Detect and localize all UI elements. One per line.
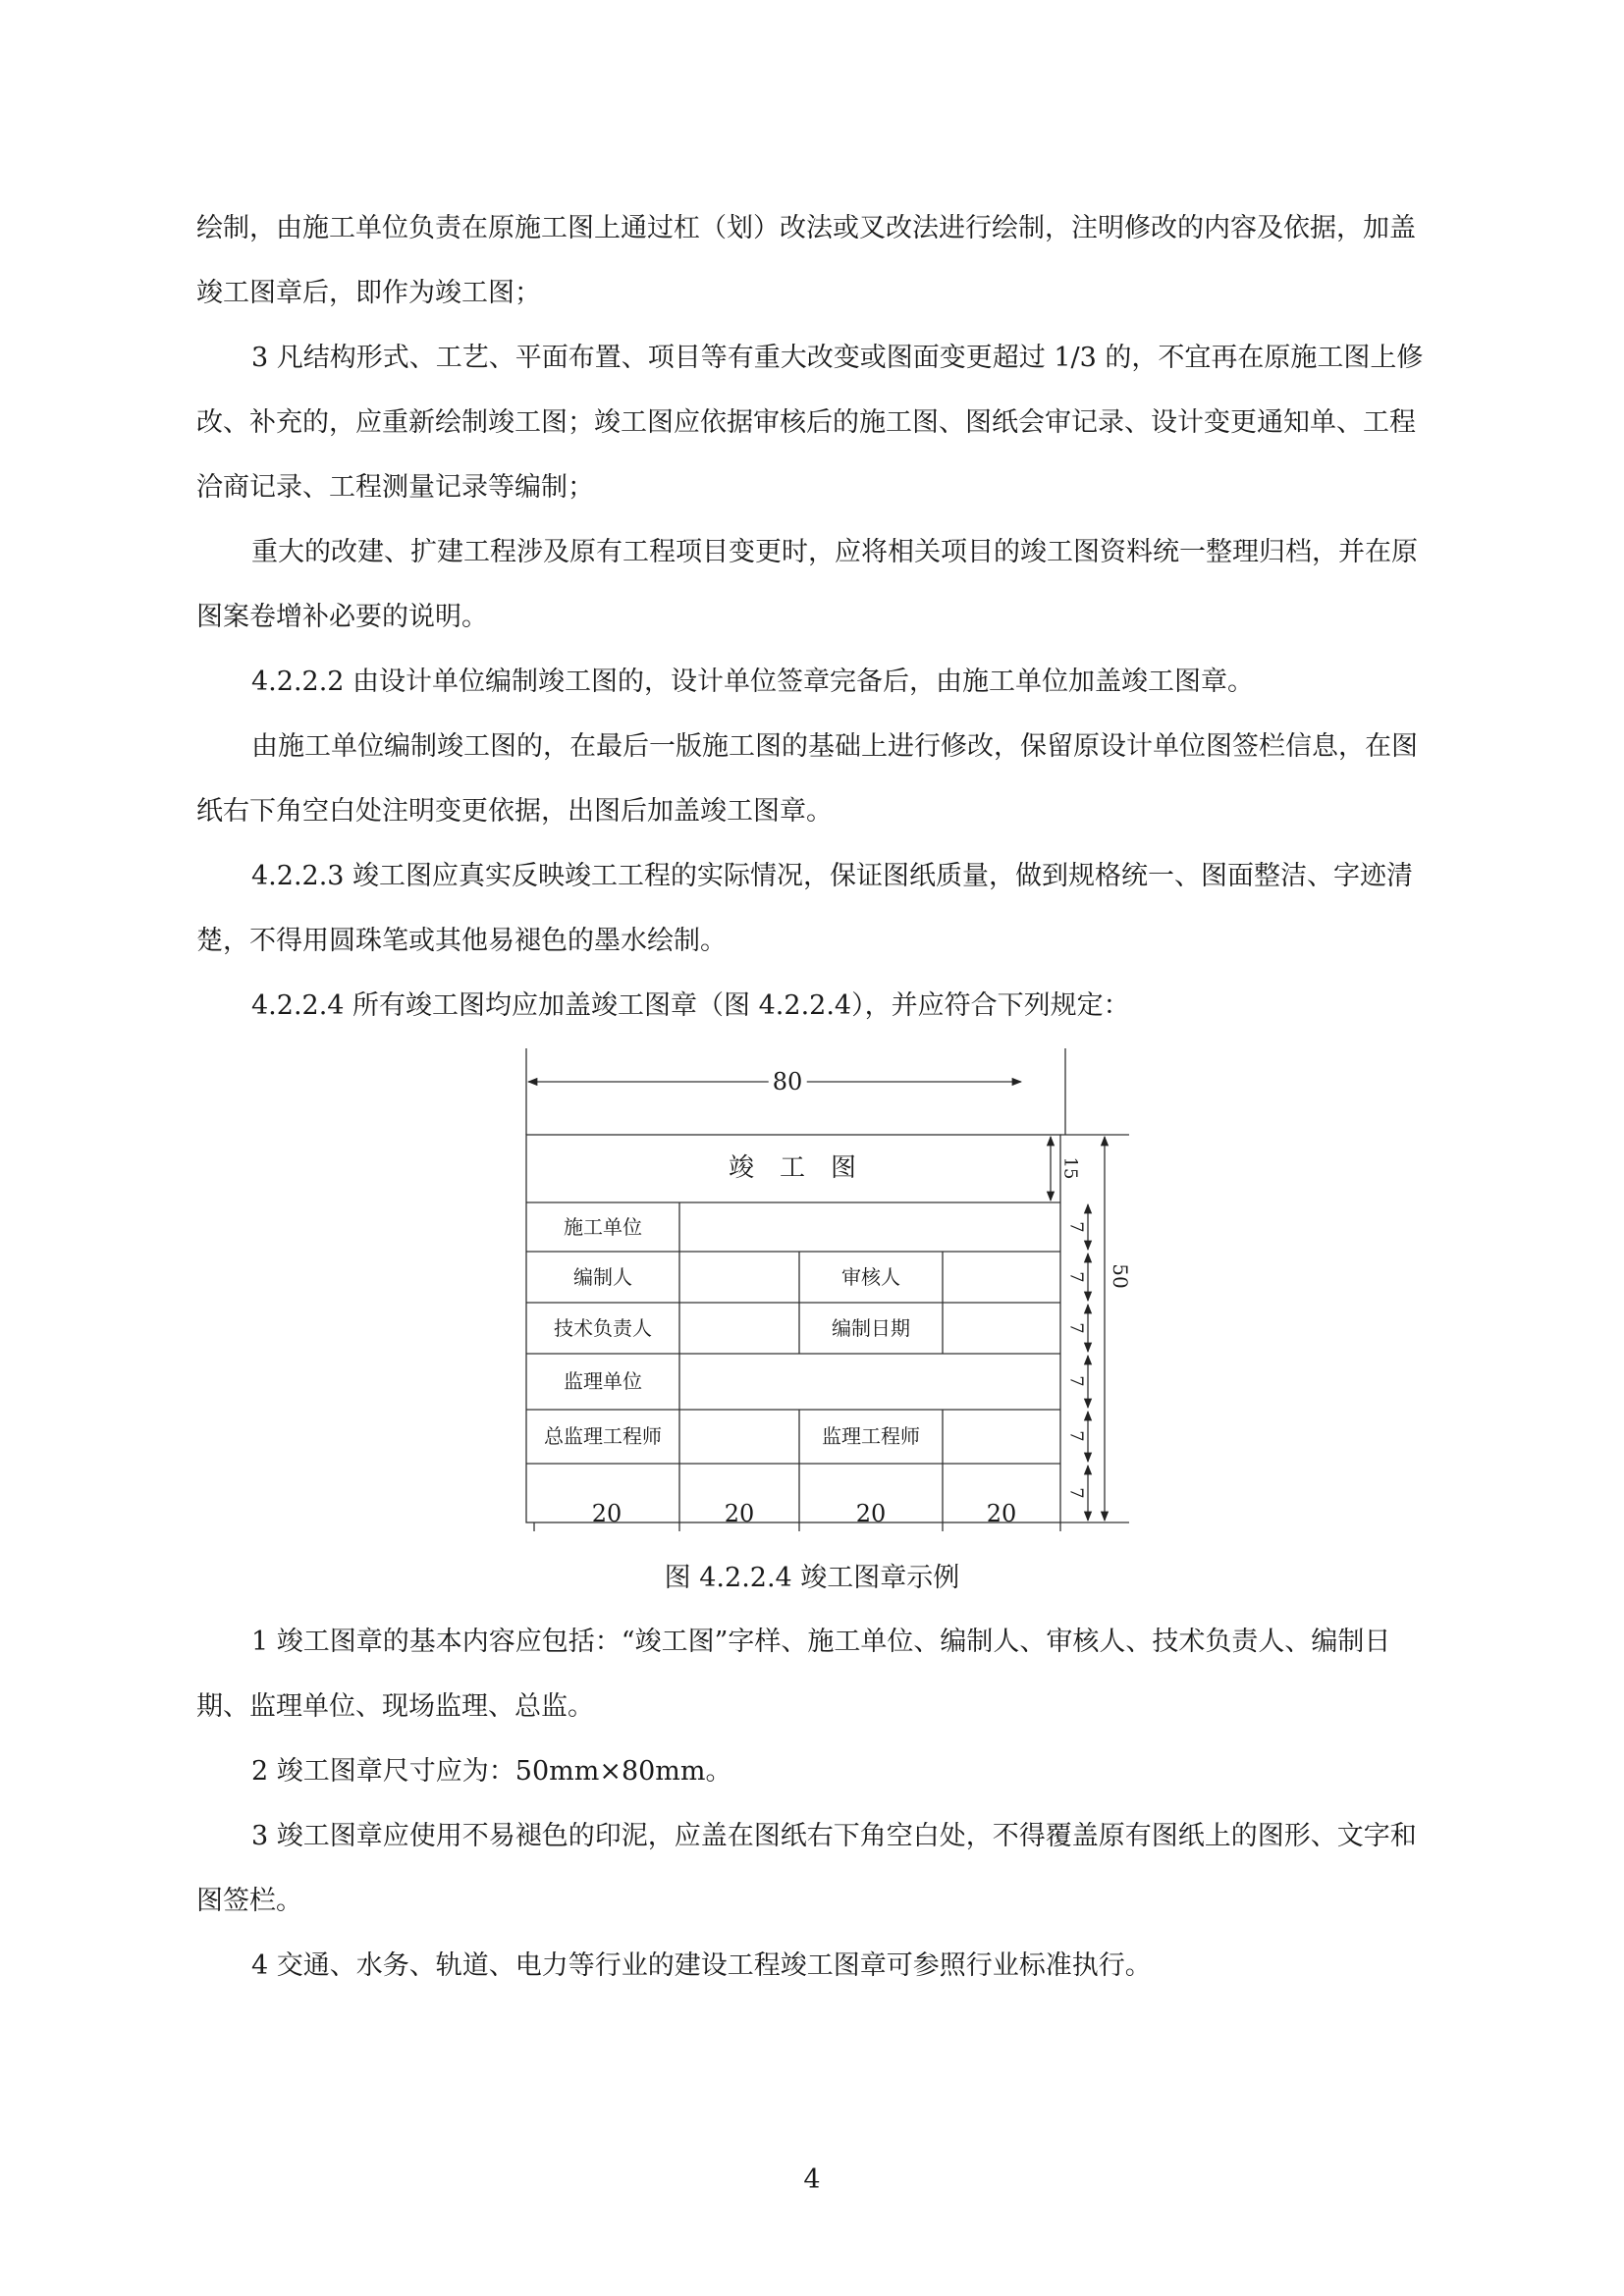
paragraph-4-2-2-3: 4.2.2.3 竣工图应真实反映竣工工程的实际情况，保证图纸质量，做到规格统一、图面整洁、字迹清楚，不得用圆珠笔或其他易褪色的墨水绘制。 bbox=[196, 861, 1414, 956]
paragraph-4-2-2-2: 4.2.2.2 由设计单位编制竣工图的，设计单位签章完备后，由施工单位加盖竣工图章。 bbox=[251, 667, 1255, 697]
dim-height-50: 50 bbox=[1109, 1263, 1132, 1289]
label-tech-lead: 技术负责人 bbox=[554, 1316, 652, 1340]
paragraph-continuation: 绘制，由施工单位负责在原施工图上通过杠（划）改法或叉改法进行绘制，注明修改的内容及依据，加盖竣工图章后，即作为竣工图； bbox=[196, 213, 1416, 308]
label-chief-supervisor: 总监理工程师 bbox=[544, 1424, 662, 1448]
rule-1: 1 竣工图章的基本内容应包括：“竣工图”字样、施工单位、编制人、审核人、技术负责人、编制日期、监理单位、现场监理、总监。 bbox=[196, 1627, 1391, 1722]
paragraph-contractor-compile: 由施工单位编制竣工图的，在最后一版施工图的基础上进行修改，保留原设计单位图签栏信息，在图纸右下角空白处注明变更依据，出图后加盖竣工图章。 bbox=[196, 731, 1418, 827]
stamp-title: 竣工图 bbox=[728, 1153, 883, 1183]
label-reviewer: 审核人 bbox=[841, 1265, 900, 1289]
figure-caption: 图 4.2.2.4 竣工图章示例 bbox=[664, 1563, 960, 1593]
dim-row-7: 7 bbox=[1065, 1487, 1087, 1499]
label-compile-date: 编制日期 bbox=[832, 1316, 910, 1340]
rule-2: 2 竣工图章尺寸应为：50mm×80mm。 bbox=[251, 1756, 732, 1787]
dim-row-7: 7 bbox=[1065, 1221, 1087, 1233]
dim-col-20: 20 bbox=[724, 1500, 755, 1527]
paragraph-rebuild-note: 重大的改建、扩建工程涉及原有工程项目变更时，应将相关项目的竣工图资料统一整理归档，并在原图案卷增补必要的说明。 bbox=[196, 537, 1418, 632]
paragraph-item-3: 3 凡结构形式、工艺、平面布置、项目等有重大改变或图面变更超过 1/3 的，不宜再在原施工图上修改、补充的，应重新绘制竣工图；竣工图应依据审核后的施工图、图纸会审记录、设计变更通知单、工程洽商记录、工程测量记录等编制； bbox=[196, 343, 1424, 503]
dim-col-20: 20 bbox=[986, 1500, 1017, 1527]
dim-width-80: 80 bbox=[769, 1068, 807, 1095]
dim-col-20: 20 bbox=[591, 1500, 623, 1527]
dim-col-20: 20 bbox=[855, 1500, 887, 1527]
page-number: 4 bbox=[803, 2164, 821, 2195]
label-construction-unit: 施工单位 bbox=[564, 1215, 642, 1239]
rule-4: 4 交通、水务、轨道、电力等行业的建设工程竣工图章可参照行业标准执行。 bbox=[251, 1950, 1152, 1981]
label-supervision-unit: 监理单位 bbox=[564, 1369, 642, 1393]
dim-row-7: 7 bbox=[1065, 1322, 1087, 1334]
rule-3: 3 竣工图章应使用不易褪色的印泥，应盖在图纸右下角空白处，不得覆盖原有图纸上的图形、文字和图签栏。 bbox=[196, 1821, 1417, 1916]
stamp-figure bbox=[520, 1041, 1132, 1531]
paragraph-4-2-2-4: 4.2.2.4 所有竣工图均应加盖竣工图章（图 4.2.2.4），并应符合下列规定： bbox=[251, 990, 1130, 1021]
dim-title-15: 15 bbox=[1059, 1156, 1081, 1180]
label-supervisor: 监理工程师 bbox=[822, 1424, 920, 1448]
dim-row-7: 7 bbox=[1065, 1430, 1087, 1442]
dim-row-7: 7 bbox=[1065, 1271, 1087, 1283]
dim-row-7: 7 bbox=[1065, 1375, 1087, 1387]
label-compiler: 编制人 bbox=[573, 1265, 632, 1289]
